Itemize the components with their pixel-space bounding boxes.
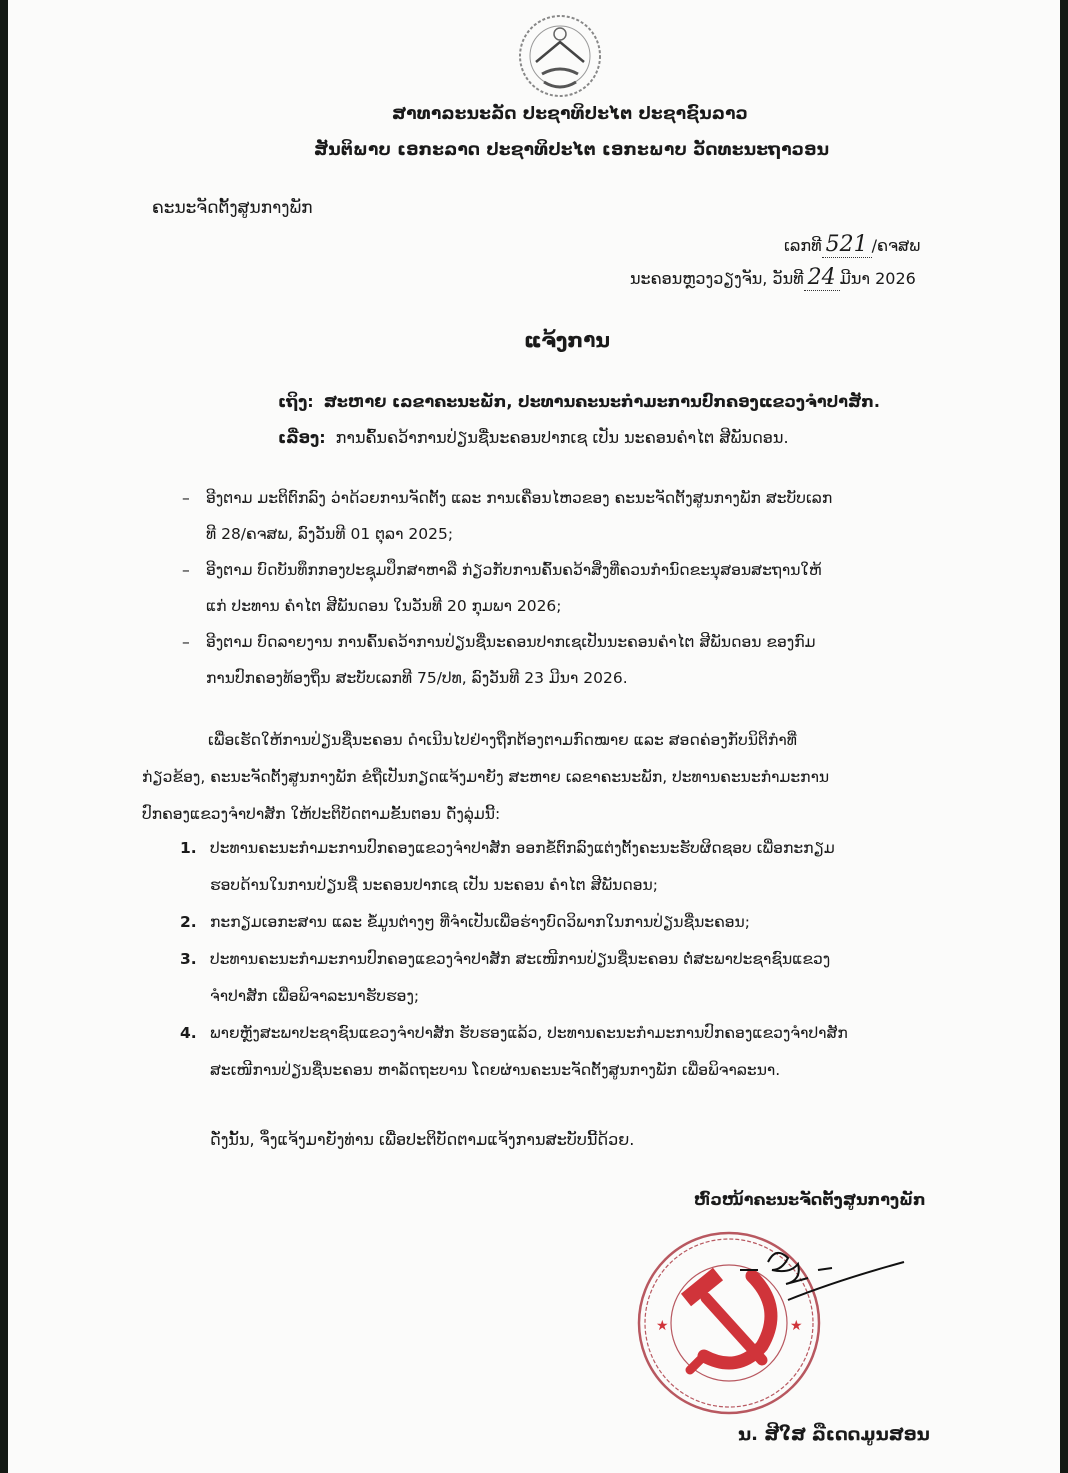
reference-number-value: 521 (822, 232, 872, 258)
body-paragraph: ເພື່ອເຮັດໃຫ້ການປ່ຽນຊື່ນະຄອນ ດຳເນີນໄປຢ່າງຖືກຕ້ອງຕາມກົດໝາຍ ແລະ ສອດຄ່ອງກັບນິຕິກຳທີ່ ກ່ຽວຂ້ອງ, ຄະນະຈັດຕັ້ງສູນກາງພັກ ຂໍຖືເປັນກຽດແຈ້ງມາຍັງ ສະຫາຍ ເລຂາຄະນະພັກ, ປະທານຄະນະກຳມະການ ປົກຄອງແຂວງຈຳປາສັກ ໃຫ້ປະຕິບັດຕາມຂັ້ນຕອນ ດັ່ງລຸ່ມນີ້: (142, 731, 830, 823)
svg-text:★: ★ (790, 1318, 803, 1334)
date-day: 24 (804, 265, 840, 291)
recipient-line (278, 392, 880, 411)
references-list (176, 480, 996, 696)
signatory-title: ຫົວໜ້າຄະນະຈັດຕັ້ງສູນກາງພັກ (694, 1190, 926, 1209)
national-emblem-icon (514, 12, 606, 100)
issuing-organization: ຄະນະຈັດຕັ້ງສູນກາງພັກ (152, 198, 313, 218)
step-item: 3. ປະທານຄະນະກຳມະການປົກຄອງແຂວງຈຳປາສັກ ສະເໜີການປ່ຽນຊື່ນະຄອນ ຕໍ່ສະພາປະຊາຊົນແຂວງ ຈຳປາສັກ ເພື່ອພິຈາລະນາຮັບຮອງ; (180, 950, 831, 1005)
steps-list (180, 830, 990, 1089)
country-header: ສາທາລະນະລັດ ປະຊາທິປະໄຕ ປະຊາຊົນລາວ (392, 104, 748, 124)
dateline (630, 265, 916, 290)
document-page (8, 0, 1060, 1473)
reference-suffix: /ຄຈສພ (871, 236, 921, 255)
subject-label: ເລື່ອງ: (278, 428, 326, 447)
motto-header: ສັນຕິພາບ ເອກະລາດ ປະຊາທິປະໄຕ ເອກະພາບ ວັດທະນະຖາວອນ (314, 140, 830, 160)
reference-prefix: ເລກທີ (784, 236, 822, 255)
closing-sentence: ດັ່ງນັ້ນ, ຈຶ່ງແຈ້ງມາຍັງທ່ານ ເພື່ອປະຕິບັດຕາມແຈ້ງການສະບັບນີ້ດ້ວຍ. (210, 1130, 635, 1149)
step-item: 1. ປະທານຄະນະກຳມະການປົກຄອງແຂວງຈຳປາສັກ ອອກຂໍ້ຕົກລົງແຕ່ງຕັ້ງຄະນະຮັບຜິດຊອບ ເພື່ອກະກຽມ ຮອບດ້ານໃນການປ່ຽນຊື່ ນະຄອນປາກເຊ ເປັນ ນະຄອນ ຄຳໄຕ ສີພັນດອນ; (180, 839, 835, 894)
reference-item: – ອີງຕາມ ມະຕິຕົກລົງ ວ່າດ້ວຍການຈັດຕັ້ງ ແລະ ການເຄື່ອນໄຫວຂອງ ຄະນະຈັດຕັ້ງສູນກາງພັກ ສະບັບເລກ ທີ 28/ຄຈສພ, ລົງວັນທີ 01 ຕຸລາ 2025; (182, 489, 833, 543)
reference-item: – ອີງຕາມ ບົດລາຍງານ ການຄົ້ນຄວ້າການປ່ຽນຊື່ນະຄອນປາກເຊເປັນນະຄອນຄຳໄຕ ສີພັນດອນ ຂອງກົມ ການປົກຄອງທ້ອງຖິ່ນ ສະບັບເລກທີ 75/ປທ, ລົງວັນທີ 23 ມີນາ 2026. (182, 633, 816, 687)
date-place: ນະຄອນຫຼວງວຽງຈັນ, ວັນທີ (630, 269, 804, 288)
step-item: 2. ກະກຽມເອກະສານ ແລະ ຂໍ້ມູນຕ່າງໆ ທີ່ຈຳເປັນເພື່ອຮ່າງບົດວິພາກໃນການປ່ຽນຊື່ນະຄອນ; (180, 913, 750, 931)
date-month-year: ມີນາ 2026 (839, 269, 916, 288)
subject-line (278, 428, 789, 447)
reference-number (784, 232, 920, 257)
handwritten-signature (728, 1240, 918, 1320)
signer-name: ນ. ສີໃສ ລືເດດມູນສອນ (738, 1424, 930, 1445)
svg-text:★: ★ (656, 1318, 669, 1334)
recipient-text: ສະຫາຍ ເລຂາຄະນະພັກ, ປະທານຄະນະກຳມະການປົກຄອງແຂວງຈຳປາສັກ. (323, 392, 880, 411)
reference-item: – ອີງຕາມ ບົດບັນທຶກກອງປະຊຸມປຶກສາຫາລື ກ່ຽວກັບການຄົ້ນຄວ້າສິ່ງທີ່ຄວນກຳນົດຂະນຸສອນສະຖານໃຫ້ ແກ່ ປະທານ ຄຳໄຕ ສີພັນດອນ ໃນວັນທີ 20 ກຸມພາ 2026; (182, 561, 822, 615)
document-title: ແຈ້ງການ (524, 328, 611, 352)
subject-text: ການຄົ້ນຄວ້າການປ່ຽນຊື່ນະຄອນປາກເຊ ເປັນ ນະຄອນຄຳໄຕ ສີພັນດອນ. (335, 428, 789, 447)
step-item: 4. ພາຍຫຼັງສະພາປະຊາຊົນແຂວງຈຳປາສັກ ຮັບຮອງແລ້ວ, ປະທານຄະນະກຳມະການປົກຄອງແຂວງຈຳປາສັກ ສະເໜີການປ່ຽນຊື່ນະຄອນ ຫາລັດຖະບານ ໂດຍຜ່ານຄະນະຈັດຕັ້ງສູນກາງພັກ ເພື່ອພິຈາລະນາ. (180, 1024, 848, 1079)
recipient-label: ເຖິງ: (278, 392, 314, 411)
